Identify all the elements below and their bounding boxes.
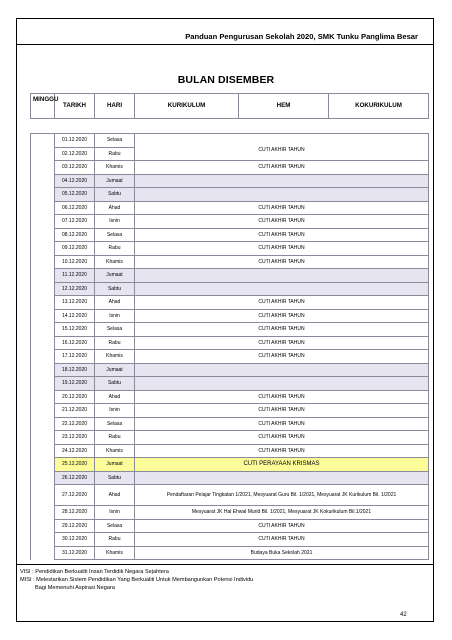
table-row [31, 363, 429, 377]
footer-visi: VISI : Pendidikan Berkualiti Insan Terdidik Negara Sejahtera [20, 569, 169, 575]
date-cell: 20.12.2020 [55, 390, 95, 404]
minggu-cell [31, 533, 55, 547]
minggu-cell [31, 485, 55, 506]
minggu-cell [31, 377, 55, 391]
date-cell: 23.12.2020 [55, 431, 95, 445]
date-cell: 06.12.2020 [55, 201, 95, 215]
table-row [31, 282, 429, 296]
table-row [31, 242, 429, 256]
activity-cell: CUTI AKHIR TAHUN [135, 404, 429, 418]
minggu-cell [31, 134, 55, 148]
activity-cell: CUTI AKHIR TAHUN [135, 215, 429, 229]
minggu-cell [31, 546, 55, 560]
table-body [31, 134, 429, 560]
activity-cell [135, 188, 429, 202]
day-cell: Ahad [95, 485, 135, 506]
table-row [31, 188, 429, 202]
date-cell: 17.12.2020 [55, 350, 95, 364]
day-cell: Jumaat [95, 269, 135, 283]
minggu-cell [31, 309, 55, 323]
footer-misi-cont: Bagi Memenuhi Aspirasi Negara [35, 585, 115, 591]
date-cell: 15.12.2020 [55, 323, 95, 337]
table-row [31, 471, 429, 485]
table-row [31, 404, 429, 418]
table-row [31, 546, 429, 560]
activity-cell [135, 377, 429, 391]
minggu-cell [31, 519, 55, 533]
minggu-cell [31, 404, 55, 418]
table-row [31, 161, 429, 175]
col-header-tarikh: TARIKH [55, 94, 95, 119]
minggu-cell [31, 444, 55, 458]
activity-cell: Budaya Buka Sekolah 2021 [135, 546, 429, 560]
minggu-cell [31, 458, 55, 472]
day-cell: Isnin [95, 506, 135, 520]
table-row [31, 506, 429, 520]
table-row [31, 444, 429, 458]
minggu-cell [31, 174, 55, 188]
minggu-cell [31, 201, 55, 215]
activity-cell: CUTI AKHIR TAHUN [135, 390, 429, 404]
day-cell: Khamis [95, 350, 135, 364]
date-cell: 08.12.2020 [55, 228, 95, 242]
activity-cell [135, 363, 429, 377]
table-row [31, 134, 429, 148]
date-cell: 01.12.2020 [55, 134, 95, 148]
date-cell: 24.12.2020 [55, 444, 95, 458]
activity-cell: CUTI AKHIR TAHUN [135, 417, 429, 431]
day-cell: Selasa [95, 519, 135, 533]
minggu-cell [31, 431, 55, 445]
activity-cell: CUTI AKHIR TAHUN [135, 242, 429, 256]
activity-cell [135, 174, 429, 188]
date-cell: 25.12.2020 [55, 458, 95, 472]
activity-cell: CUTI AKHIR TAHUN [135, 323, 429, 337]
date-cell: 27.12.2020 [55, 485, 95, 506]
day-cell: Sabtu [95, 471, 135, 485]
table-row [31, 296, 429, 310]
date-cell: 16.12.2020 [55, 336, 95, 350]
day-cell: Jumaat [95, 363, 135, 377]
activity-cell: CUTI AKHIR TAHUN [135, 350, 429, 364]
date-cell: 21.12.2020 [55, 404, 95, 418]
date-cell: 31.12.2020 [55, 546, 95, 560]
activity-cell: CUTI AKHIR TAHUN [135, 309, 429, 323]
minggu-cell [31, 390, 55, 404]
table-row [31, 228, 429, 242]
date-cell: 26.12.2020 [55, 471, 95, 485]
minggu-cell [31, 161, 55, 175]
activity-cell: CUTI AKHIR TAHUN [135, 147, 429, 161]
col-header-kurikulum: KURIKULUM [135, 94, 239, 119]
date-cell: 19.12.2020 [55, 377, 95, 391]
day-cell: Khamis [95, 444, 135, 458]
activity-cell: Mesyuarat JK Hal Ehwal Murid Bil. 1/2021, Mesyuarat JK Kokurikulum Bil.1/2021 [135, 506, 429, 520]
activity-cell [135, 282, 429, 296]
date-cell: 29.12.2020 [55, 519, 95, 533]
day-cell: Khamis [95, 255, 135, 269]
day-cell: Selasa [95, 228, 135, 242]
activity-cell: CUTI AKHIR TAHUN [135, 201, 429, 215]
col-header-kokurikulum: KOKURIKULUM [329, 94, 429, 119]
activity-cell: Pendaftaran Pelajar Tingkatan 1/2021, Mesyuarat Guru Bil. 1/2021, Mesyuarat JK Kurikulum Bil. 1/2021 [135, 485, 429, 506]
activity-cell: CUTI AKHIR TAHUN [135, 161, 429, 175]
col-header-hari: HARI [95, 94, 135, 119]
table-row [31, 533, 429, 547]
activity-cell: CUTI AKHIR TAHUN [135, 431, 429, 445]
col-header-minggu: MINGGU [31, 94, 55, 119]
activity-cell: CUTI AKHIR TAHUN [135, 228, 429, 242]
page-header [16, 18, 434, 45]
table-row [31, 336, 429, 350]
footer-misi: MISI : Melestarikan Sistem Pendidikan Yang Berkualiti Untuk Membangunkan Potensi Individu [20, 577, 254, 583]
day-cell: Rabu [95, 431, 135, 445]
table-header-row [31, 94, 429, 119]
footer [20, 568, 420, 592]
month-title: BULAN DISEMBER [177, 74, 275, 86]
table-row [31, 431, 429, 445]
table-row [31, 485, 429, 506]
date-cell: 18.12.2020 [55, 363, 95, 377]
date-cell: 13.12.2020 [55, 296, 95, 310]
day-cell: Isnin [95, 215, 135, 229]
date-cell: 03.12.2020 [55, 161, 95, 175]
date-cell: 04.12.2020 [55, 174, 95, 188]
table-row [31, 377, 429, 391]
table-row [31, 201, 429, 215]
day-cell: Ahad [95, 296, 135, 310]
activity-cell: CUTI AKHIR TAHUN [135, 519, 429, 533]
date-cell: 11.12.2020 [55, 269, 95, 283]
day-cell: Selasa [95, 417, 135, 431]
table-row [31, 323, 429, 337]
activity-cell: CUTI PERAYAAN KRISMAS [135, 458, 429, 472]
activity-cell [135, 471, 429, 485]
minggu-cell [31, 147, 55, 161]
table-row [31, 417, 429, 431]
minggu-cell [31, 350, 55, 364]
minggu-cell [31, 242, 55, 256]
minggu-cell [31, 417, 55, 431]
header-gap-row [31, 119, 429, 134]
minggu-cell [31, 471, 55, 485]
minggu-cell [31, 282, 55, 296]
table-row [31, 350, 429, 364]
schedule-table [30, 93, 429, 560]
day-cell: Ahad [95, 201, 135, 215]
day-cell: Rabu [95, 336, 135, 350]
day-cell: Selasa [95, 134, 135, 148]
day-cell: Isnin [95, 309, 135, 323]
minggu-cell [31, 363, 55, 377]
page-number: 42 [400, 612, 407, 618]
activity-cell [135, 134, 429, 148]
day-cell: Rabu [95, 242, 135, 256]
col-header-hem: HEM [239, 94, 329, 119]
date-cell: 28.12.2020 [55, 506, 95, 520]
activity-cell: CUTI AKHIR TAHUN [135, 296, 429, 310]
table-row [31, 309, 429, 323]
day-cell: Sabtu [95, 188, 135, 202]
activity-cell: CUTI AKHIR TAHUN [135, 255, 429, 269]
day-cell: Khamis [95, 546, 135, 560]
date-cell: 09.12.2020 [55, 242, 95, 256]
header-text: Panduan Pengurusan Sekolah 2020, SMK Tunku Panglima Besar [185, 32, 418, 41]
date-cell: 02.12.2020 [55, 147, 95, 161]
minggu-cell [31, 323, 55, 337]
day-cell: Isnin [95, 404, 135, 418]
day-cell: Rabu [95, 533, 135, 547]
day-cell: Rabu [95, 147, 135, 161]
minggu-cell [31, 506, 55, 520]
minggu-cell [31, 188, 55, 202]
day-cell: Sabtu [95, 282, 135, 296]
day-cell: Jumaat [95, 174, 135, 188]
activity-cell: CUTI AKHIR TAHUN [135, 444, 429, 458]
date-cell: 05.12.2020 [55, 188, 95, 202]
footer-divider [16, 564, 434, 565]
date-cell: 14.12.2020 [55, 309, 95, 323]
table-row [31, 519, 429, 533]
minggu-cell [31, 336, 55, 350]
table-row [31, 147, 429, 161]
date-cell: 22.12.2020 [55, 417, 95, 431]
table-row [31, 174, 429, 188]
table-row [31, 215, 429, 229]
table-row [31, 458, 429, 472]
date-cell: 30.12.2020 [55, 533, 95, 547]
activity-cell: CUTI AKHIR TAHUN [135, 336, 429, 350]
minggu-cell [31, 228, 55, 242]
activity-cell [135, 269, 429, 283]
table-row [31, 390, 429, 404]
minggu-cell [31, 296, 55, 310]
date-cell: 07.12.2020 [55, 215, 95, 229]
minggu-cell [31, 255, 55, 269]
day-cell: Selasa [95, 323, 135, 337]
table-row [31, 269, 429, 283]
day-cell: Ahad [95, 390, 135, 404]
table-row [31, 255, 429, 269]
date-cell: 12.12.2020 [55, 282, 95, 296]
minggu-cell [31, 269, 55, 283]
day-cell: Jumaat [95, 458, 135, 472]
date-cell: 10.12.2020 [55, 255, 95, 269]
activity-cell: CUTI AKHIR TAHUN [135, 533, 429, 547]
day-cell: Sabtu [95, 377, 135, 391]
day-cell: Khamis [95, 161, 135, 175]
minggu-cell [31, 215, 55, 229]
